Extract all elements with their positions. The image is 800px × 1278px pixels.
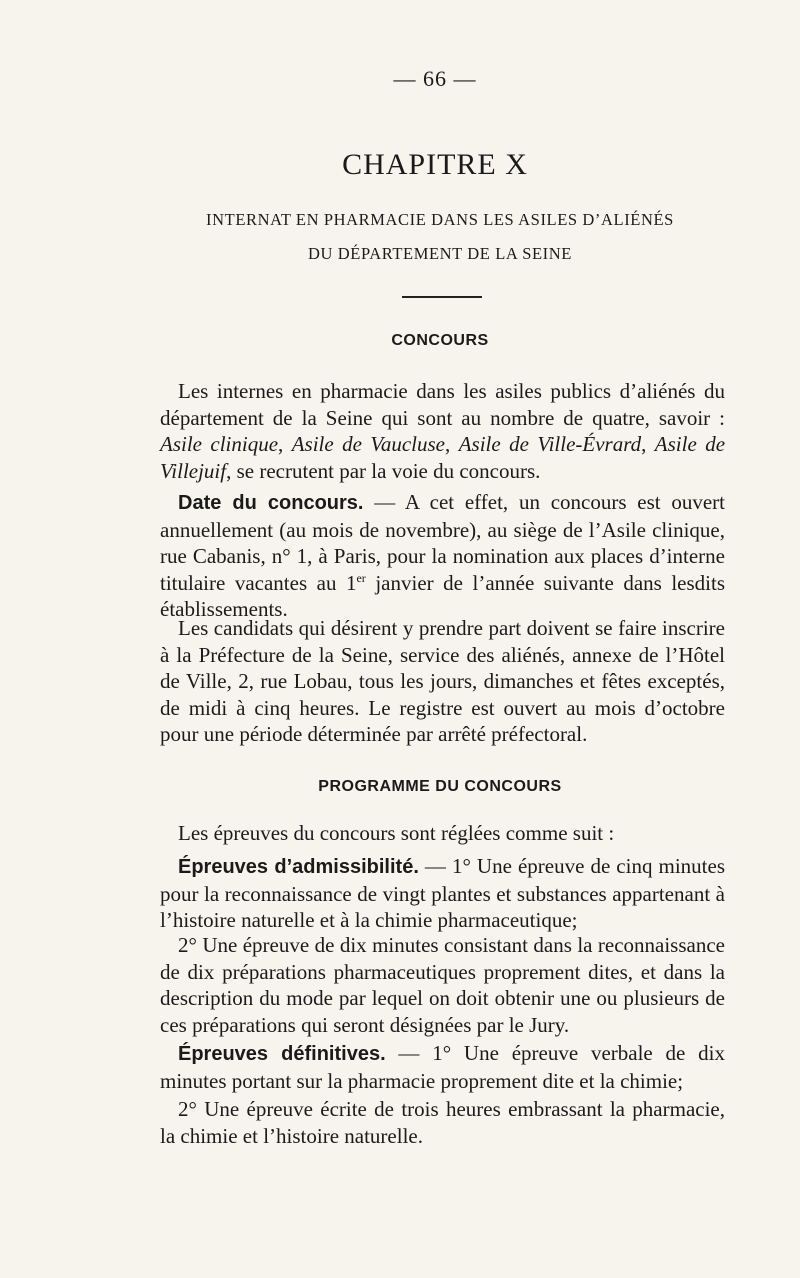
page-number: — 66 —	[393, 66, 477, 91]
p1-sep3: ,	[641, 432, 655, 456]
paragraph-definitives	[160, 1040, 725, 1094]
run-head-admissibilite: Épreuves d’admissibilité.	[178, 856, 419, 878]
asile-vaucluse: Asile de Vaucluse	[291, 432, 446, 456]
paragraph-epreuve-2: 2° Une épreuve de dix minutes consistant dans la reconnaissance de dix préparations pharmaceutiques proprement dites, et dans la description du mode par lequel on doit obtenir une ou plusieurs de ces préparations qui seront désignées par le Jury.	[160, 933, 725, 1037]
p2-text2: janvier de l’année suivante dans lesdits établissements.	[160, 570, 725, 621]
superscript-er: er	[356, 570, 366, 585]
section-heading-concours: CONCOURS	[391, 332, 489, 349]
p7-text: — 1° Une épreuve verbale de dix minutes portant sur la pharmacie proprement dite et la chimie;	[160, 1041, 725, 1093]
divider-rule	[402, 296, 482, 298]
run-head-definitives: Épreuves définitives.	[178, 1043, 386, 1065]
p1-text2: , se recrutent par la voie du concours.	[226, 458, 541, 483]
p1-sep2: ,	[445, 432, 459, 456]
chapter-subtitle-line1: INTERNAT EN PHARMACIE DANS LES ASILES D’ALIÉNÉS	[206, 210, 674, 229]
paragraph-candidats: Les candidats qui désirent y prendre part doivent se faire inscrire à la Préfecture de la Seine, service des aliénés, annexe de l’Hôtel de Ville, 2, rue Lobau, tous les jours, dimanches et fêtes exceptés, de midi à cinq heures. Le registre est ouvert au mois d’octobre pour une période déterminée par arrêté préfectoral.	[160, 616, 725, 746]
p1-text1: Les internes en pharmacie dans les asiles publics d’aliénés du département de la Seine qui sont au nombre de quatre, savoir :	[160, 379, 725, 430]
paragraph-epreuves-intro: Les épreuves du concours sont réglées comme suit :	[178, 821, 615, 845]
p5-text: — 1° Une épreuve de cinq minutes pour la reconnaissance de vingt plantes et substances appartenant à l’histoire naturelle et à la chimie pharmaceutique;	[160, 854, 726, 932]
p2-text1: — A cet effet, un concours est ouvert annuellement (au mois de novembre), au siège de l’Asile clinique, rue Cabanis, n° 1, à Paris, pour la nomination aux places d’interne titulaire vacantes au 1	[160, 490, 725, 595]
asile-clinique: Asile clinique	[160, 432, 279, 456]
paragraph-admissibilite	[160, 853, 725, 934]
asile-ville-evrard: Asile de Ville-Évrard	[458, 432, 642, 456]
section-heading-programme: PROGRAMME DU CONCOURS	[318, 778, 562, 795]
asile-villejuif: Asile de Villejuif	[160, 432, 726, 483]
paragraph-date-concours	[160, 489, 725, 623]
run-head-date-concours: Date du concours.	[178, 492, 364, 514]
paragraph-epreuve-ecrite: 2° Une épreuve écrite de trois heures embrassant la pharmacie, la chimie et l’histoire naturelle.	[160, 1097, 725, 1148]
chapter-subtitle-line2: DU DÉPARTEMENT DE LA SEINE	[308, 244, 572, 263]
chapter-title: CHAPITRE X	[342, 148, 528, 181]
p1-sep1: ,	[278, 432, 292, 456]
paragraph-internes	[160, 378, 725, 484]
